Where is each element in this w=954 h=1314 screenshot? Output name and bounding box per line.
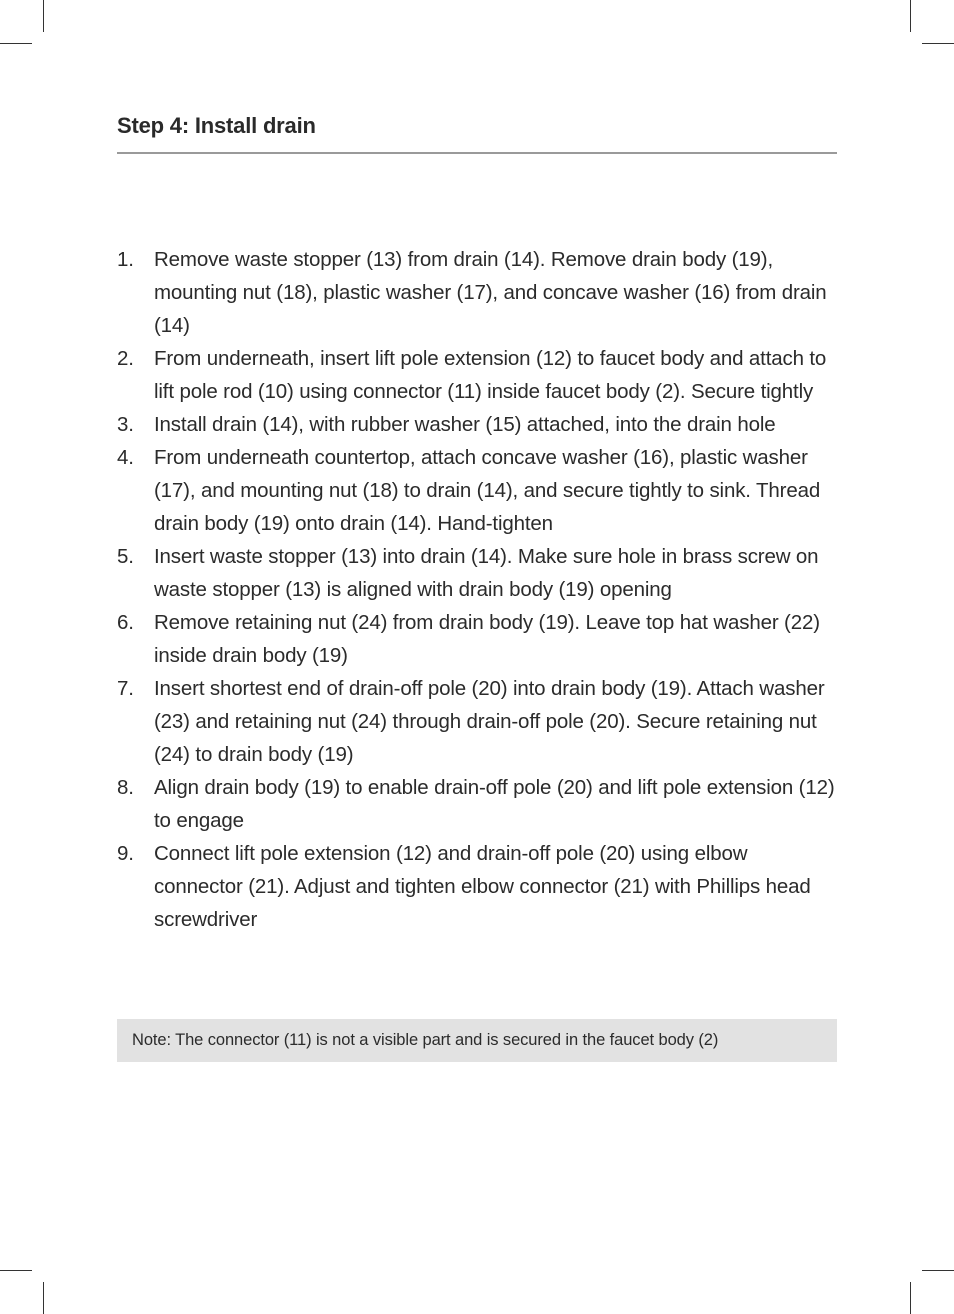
- step-number: 8.: [117, 776, 134, 799]
- list-item: [117, 771, 839, 837]
- title-divider: [117, 152, 837, 154]
- crop-mark-top-left-horizontal: [0, 43, 32, 44]
- crop-mark-bottom-left-vertical: [43, 1282, 44, 1314]
- list-item: [117, 441, 839, 540]
- step-text: Remove retaining nut (24) from drain body (19). Leave top hat washer (22) inside drain body (19): [154, 611, 820, 667]
- page-title: Step 4: Install drain: [117, 113, 316, 138]
- step-text: Remove waste stopper (13) from drain (14). Remove drain body (19), mounting nut (18), plastic washer (17), and concave washer (16) from drain (14): [154, 248, 827, 337]
- step-number: 9.: [117, 842, 134, 865]
- step-number: 6.: [117, 611, 134, 634]
- list-item: [117, 837, 839, 936]
- step-text: Insert waste stopper (13) into drain (14). Make sure hole in brass screw on waste stopper (13) is aligned with drain body (19) opening: [154, 545, 819, 601]
- list-item: [117, 408, 839, 441]
- crop-mark-top-right-horizontal: [922, 43, 954, 44]
- step-text: Align drain body (19) to enable drain-off pole (20) and lift pole extension (12) to engage: [154, 776, 835, 832]
- step-number: 3.: [117, 413, 134, 436]
- step-text: Connect lift pole extension (12) and drain-off pole (20) using elbow connector (21). Adjust and tighten elbow connector (21) with Phillips head screwdriver: [154, 842, 811, 931]
- note-text: Note: The connector (11) is not a visible part and is secured in the faucet body (2): [132, 1031, 719, 1049]
- crop-mark-bottom-right-vertical: [910, 1282, 911, 1314]
- list-item: [117, 342, 839, 408]
- step-number: 5.: [117, 545, 134, 568]
- crop-mark-bottom-right-horizontal: [922, 1270, 954, 1271]
- instruction-list: [117, 243, 839, 936]
- note-box: [117, 1019, 837, 1062]
- crop-mark-bottom-left-horizontal: [0, 1270, 32, 1271]
- crop-mark-top-left-vertical: [43, 0, 44, 32]
- step-number: 7.: [117, 677, 134, 700]
- crop-mark-top-right-vertical: [910, 0, 911, 32]
- list-item: [117, 606, 839, 672]
- step-text: From underneath countertop, attach concave washer (16), plastic washer (17), and mounting nut (18) to drain (14), and secure tightly to sink. Thread drain body (19) onto drain (14). Hand-tighten: [154, 446, 821, 535]
- step-text: Install drain (14), with rubber washer (15) attached, into the drain hole: [154, 413, 776, 436]
- step-text: From underneath, insert lift pole extension (12) to faucet body and attach to lift pole rod (10) using connector (11) inside faucet body (2). Secure tightly: [154, 347, 827, 403]
- step-number: 1.: [117, 248, 134, 271]
- step-text: Insert shortest end of drain-off pole (20) into drain body (19). Attach washer (23) and retaining nut (24) through drain-off pole (20). Secure retaining nut (24) to drain body (19): [154, 677, 825, 766]
- list-item: [117, 672, 839, 771]
- step-number: 4.: [117, 446, 134, 469]
- step-number: 2.: [117, 347, 134, 370]
- list-item: [117, 540, 839, 606]
- list-item: [117, 243, 839, 342]
